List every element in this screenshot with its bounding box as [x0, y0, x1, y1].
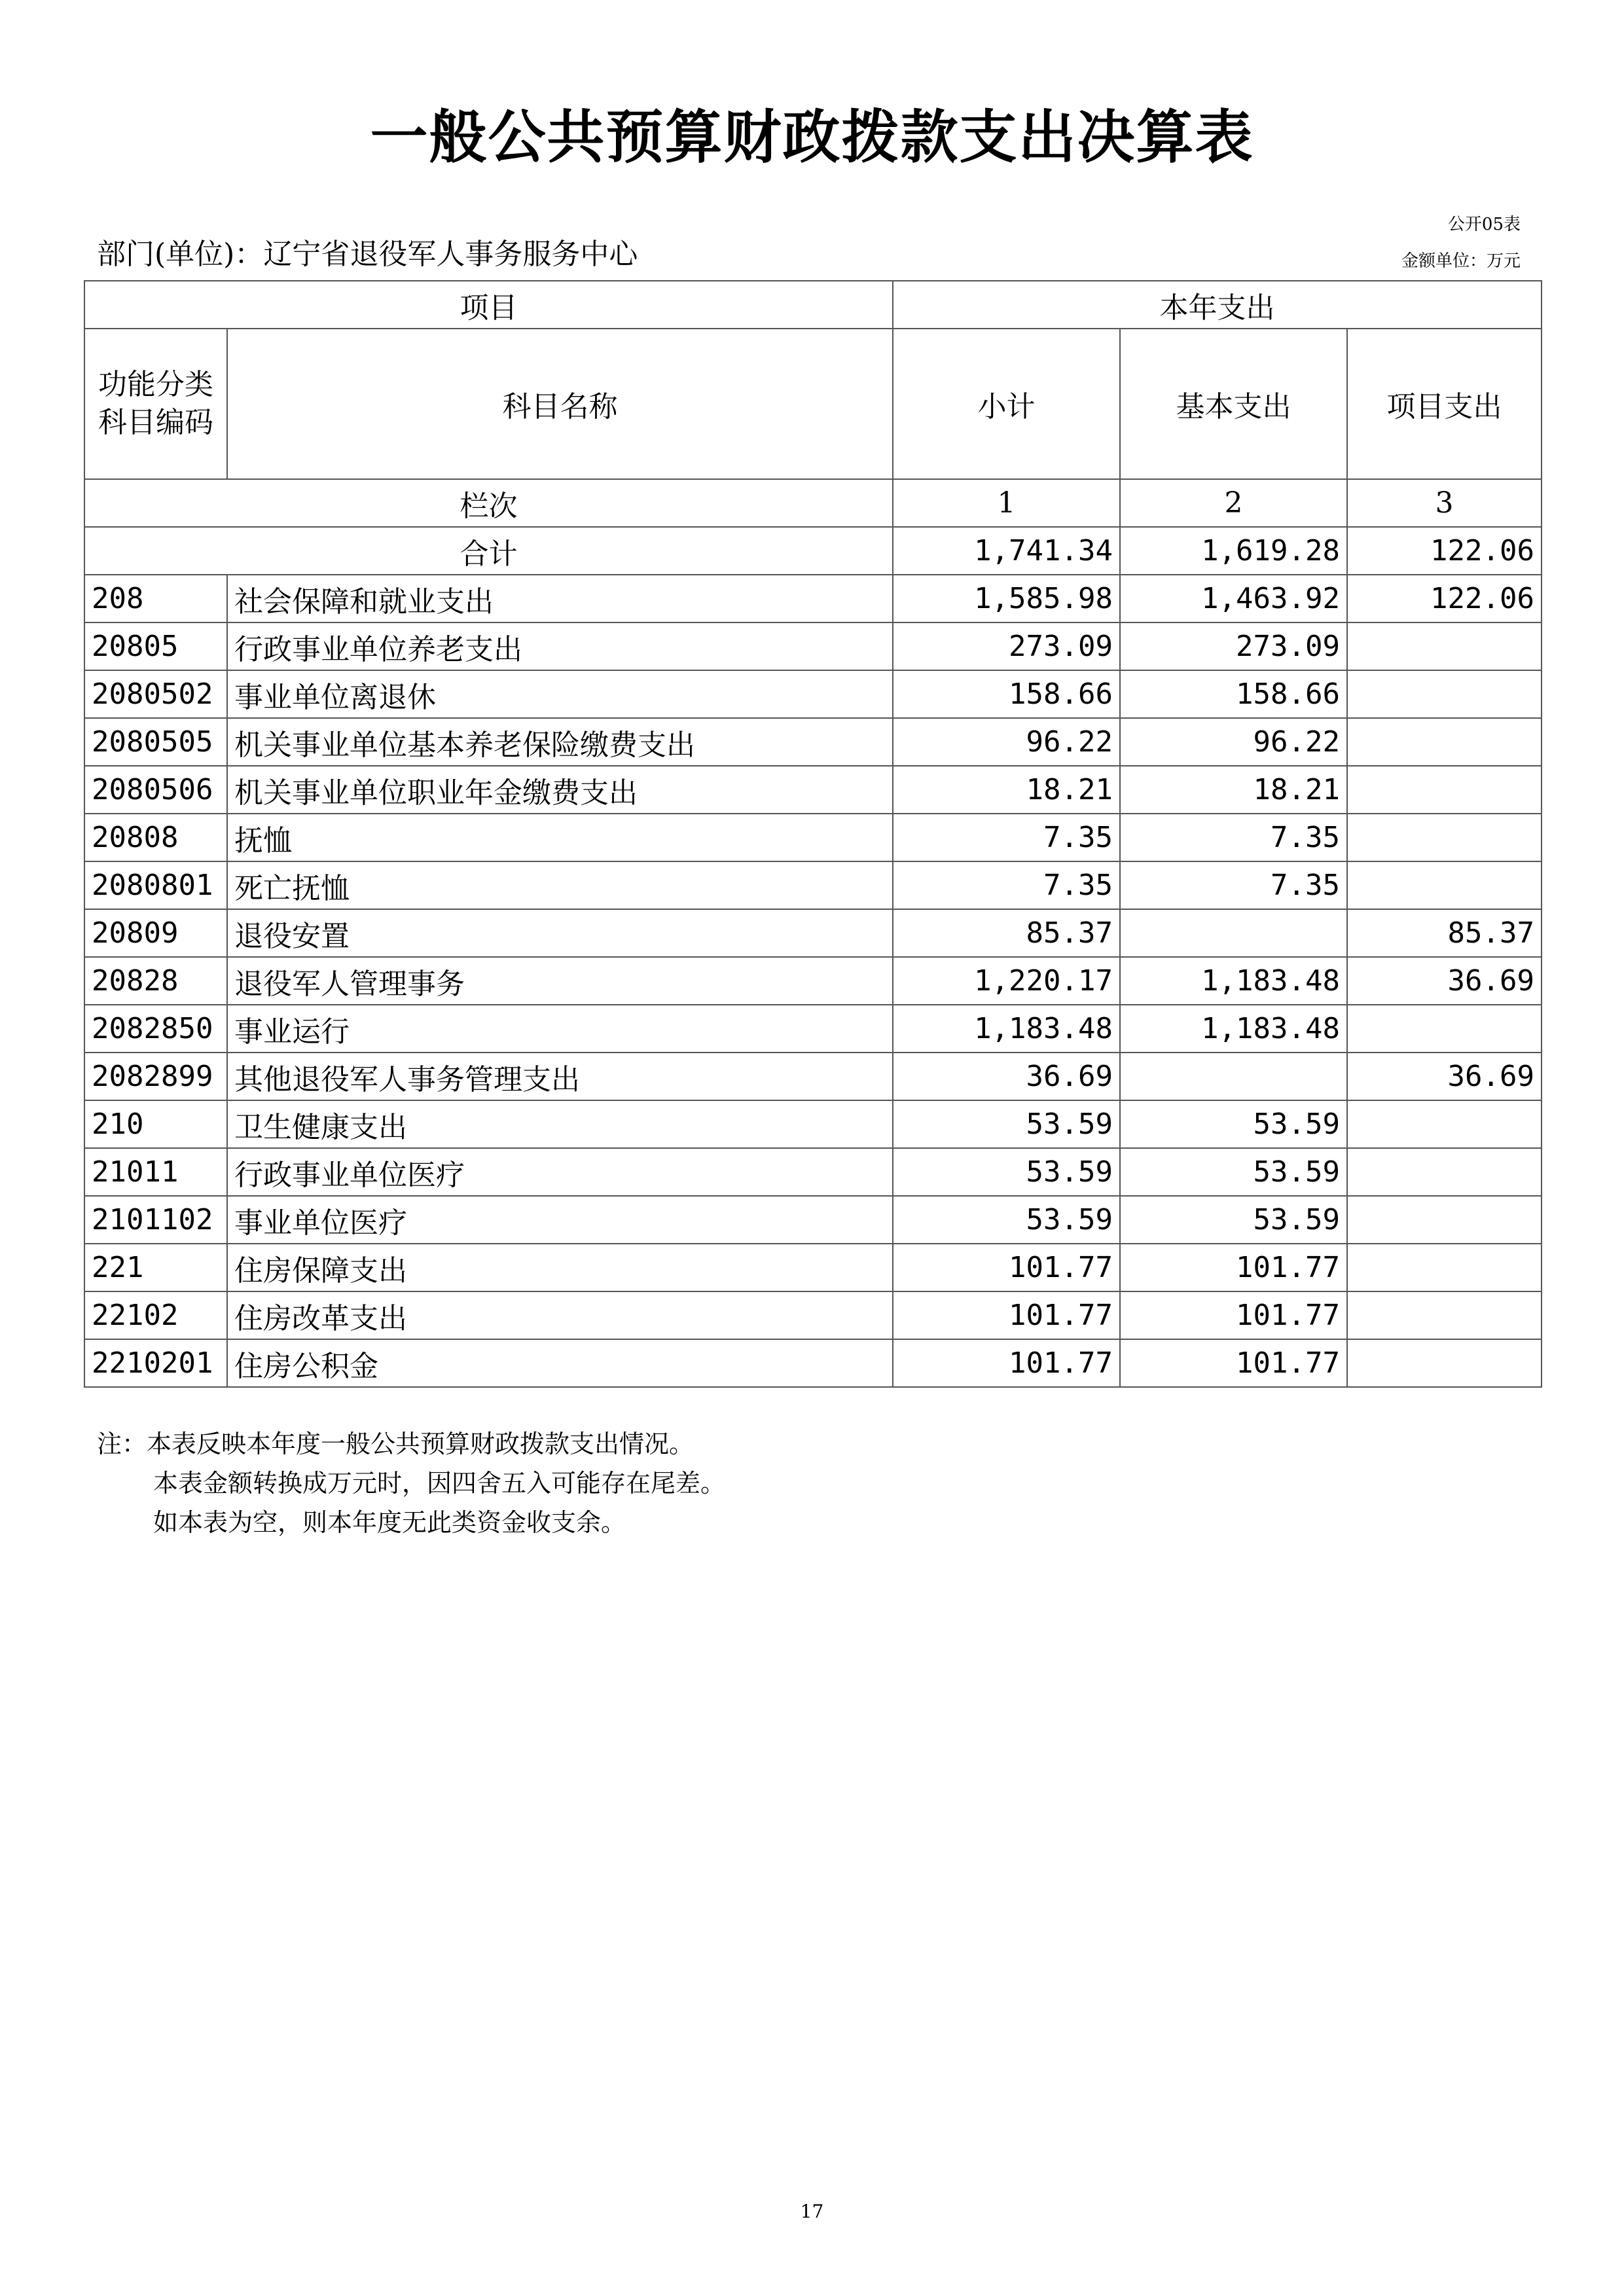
row-basic: 96.22 — [1120, 718, 1347, 766]
row-basic: 7.35 — [1120, 861, 1347, 909]
row-subtotal: 273.09 — [893, 622, 1120, 670]
row-project — [1347, 1339, 1542, 1387]
row-code: 2210201 — [84, 1339, 227, 1387]
row-project — [1347, 1148, 1542, 1196]
row-basic: 18.21 — [1120, 766, 1347, 814]
table-row — [84, 1053, 1542, 1100]
table-row — [84, 1196, 1542, 1244]
row-basic: 101.77 — [1120, 1339, 1347, 1387]
table-row — [84, 1100, 1542, 1148]
row-basic: 101.77 — [1120, 1291, 1347, 1339]
footnote-2: 本表金额转换成万元时，因四舍五入可能存在尾差。 — [153, 1469, 726, 1498]
row-basic: 7.35 — [1120, 814, 1347, 861]
column-order-row — [84, 479, 1542, 527]
row-basic: 1,183.48 — [1120, 1005, 1347, 1053]
row-subtotal: 101.77 — [893, 1291, 1120, 1339]
row-name: 抚恤 — [227, 814, 893, 861]
header-subtotal: 小计 — [893, 329, 1120, 479]
row-subtotal: 1,585.98 — [893, 575, 1120, 622]
row-name: 机关事业单位基本养老保险缴费支出 — [227, 718, 893, 766]
footnote-1: 注：本表反映本年度一般公共预算财政拨款支出情况。 — [97, 1430, 695, 1458]
row-project — [1347, 622, 1542, 670]
page-title: 一般公共预算财政拨款支出决算表 — [370, 103, 1254, 171]
row-name: 机关事业单位职业年金缴费支出 — [227, 766, 893, 814]
row-project: 36.69 — [1347, 957, 1542, 1005]
row-code: 2080502 — [84, 670, 227, 718]
total-basic: 1,619.28 — [1120, 527, 1347, 575]
row-subtotal: 101.77 — [893, 1339, 1120, 1387]
row-code: 20808 — [84, 814, 227, 861]
row-subtotal: 85.37 — [893, 909, 1120, 957]
row-code: 208 — [84, 575, 227, 622]
row-subtotal: 7.35 — [893, 861, 1120, 909]
amount-unit: 金额单位：万元 — [1401, 251, 1521, 271]
total-label: 合计 — [84, 527, 893, 575]
row-project: 36.69 — [1347, 1053, 1542, 1100]
row-name: 事业运行 — [227, 1005, 893, 1053]
header-project-exp: 项目支出 — [1347, 329, 1542, 479]
row-project — [1347, 1005, 1542, 1053]
row-name: 死亡抚恤 — [227, 861, 893, 909]
row-project — [1347, 766, 1542, 814]
header-subject-name: 科目名称 — [227, 329, 893, 479]
row-basic: 53.59 — [1120, 1196, 1347, 1244]
header-project: 项目 — [84, 281, 893, 329]
row-name: 卫生健康支出 — [227, 1100, 893, 1148]
row-project — [1347, 1291, 1542, 1339]
row-project: 122.06 — [1347, 575, 1542, 622]
row-name: 退役军人管理事务 — [227, 957, 893, 1005]
table-row — [84, 909, 1542, 957]
row-subtotal: 1,183.48 — [893, 1005, 1120, 1053]
row-basic: 1,183.48 — [1120, 957, 1347, 1005]
header-row-top — [84, 281, 1542, 329]
page-number: 17 — [800, 2201, 824, 2222]
row-code: 221 — [84, 1244, 227, 1291]
table-row — [84, 814, 1542, 861]
form-number: 公开05表 — [1447, 215, 1521, 234]
header-current-year: 本年支出 — [893, 281, 1542, 329]
row-code: 2080506 — [84, 766, 227, 814]
row-name: 住房改革支出 — [227, 1291, 893, 1339]
row-subtotal: 158.66 — [893, 670, 1120, 718]
row-basic: 53.59 — [1120, 1148, 1347, 1196]
table-row — [84, 718, 1542, 766]
row-name: 其他退役军人事务管理支出 — [227, 1053, 893, 1100]
row-project — [1347, 1196, 1542, 1244]
row-project — [1347, 1244, 1542, 1291]
row-subtotal: 53.59 — [893, 1148, 1120, 1196]
column-number-2: 2 — [1120, 479, 1347, 527]
header-func-code: 功能分类科目编码 — [84, 329, 227, 479]
total-row — [84, 527, 1542, 575]
table-row — [84, 1244, 1542, 1291]
row-name: 社会保障和就业支出 — [227, 575, 893, 622]
row-basic: 158.66 — [1120, 670, 1347, 718]
row-subtotal: 7.35 — [893, 814, 1120, 861]
footnotes — [97, 1424, 725, 1542]
row-subtotal: 1,220.17 — [893, 957, 1120, 1005]
row-basic: 273.09 — [1120, 622, 1347, 670]
row-code: 2082850 — [84, 1005, 227, 1053]
row-code: 22102 — [84, 1291, 227, 1339]
row-name: 住房公积金 — [227, 1339, 893, 1387]
table-row — [84, 861, 1542, 909]
row-name: 事业单位离退休 — [227, 670, 893, 718]
row-basic — [1120, 909, 1347, 957]
footnote-3: 如本表为空，则本年度无此类资金收支余。 — [153, 1508, 626, 1537]
row-project — [1347, 814, 1542, 861]
row-subtotal: 53.59 — [893, 1100, 1120, 1148]
row-code: 21011 — [84, 1148, 227, 1196]
row-project — [1347, 670, 1542, 718]
row-name: 行政事业单位养老支出 — [227, 622, 893, 670]
table-row — [84, 1005, 1542, 1053]
row-code: 2082899 — [84, 1053, 227, 1100]
row-code: 2080801 — [84, 861, 227, 909]
row-project — [1347, 1100, 1542, 1148]
row-name: 事业单位医疗 — [227, 1196, 893, 1244]
row-project: 85.37 — [1347, 909, 1542, 957]
row-basic — [1120, 1053, 1347, 1100]
row-code: 2101102 — [84, 1196, 227, 1244]
column-order-label: 栏次 — [84, 479, 893, 527]
row-project — [1347, 861, 1542, 909]
row-name: 住房保障支出 — [227, 1244, 893, 1291]
row-basic: 101.77 — [1120, 1244, 1347, 1291]
table-row — [84, 622, 1542, 670]
row-subtotal: 36.69 — [893, 1053, 1120, 1100]
row-code: 2080505 — [84, 718, 227, 766]
budget-table — [84, 280, 1542, 1388]
table-row — [84, 1291, 1542, 1339]
table-row — [84, 766, 1542, 814]
row-subtotal: 18.21 — [893, 766, 1120, 814]
row-subtotal: 101.77 — [893, 1244, 1120, 1291]
row-name: 行政事业单位医疗 — [227, 1148, 893, 1196]
header-row-sub — [84, 329, 1542, 479]
row-basic: 53.59 — [1120, 1100, 1347, 1148]
table-row — [84, 575, 1542, 622]
total-subtotal: 1,741.34 — [893, 527, 1120, 575]
department-label: 部门(单位)：辽宁省退役军人事务服务中心 — [97, 238, 638, 271]
header-basic: 基本支出 — [1120, 329, 1347, 479]
column-number-3: 3 — [1347, 479, 1542, 527]
table-row — [84, 1339, 1542, 1387]
column-number-1: 1 — [893, 479, 1120, 527]
row-subtotal: 96.22 — [893, 718, 1120, 766]
row-code: 20805 — [84, 622, 227, 670]
total-project: 122.06 — [1347, 527, 1542, 575]
table-row — [84, 957, 1542, 1005]
row-code: 20809 — [84, 909, 227, 957]
row-project — [1347, 718, 1542, 766]
table-row — [84, 670, 1542, 718]
row-basic: 1,463.92 — [1120, 575, 1347, 622]
row-code: 210 — [84, 1100, 227, 1148]
row-code: 20828 — [84, 957, 227, 1005]
row-subtotal: 53.59 — [893, 1196, 1120, 1244]
row-name: 退役安置 — [227, 909, 893, 957]
table-row — [84, 1148, 1542, 1196]
